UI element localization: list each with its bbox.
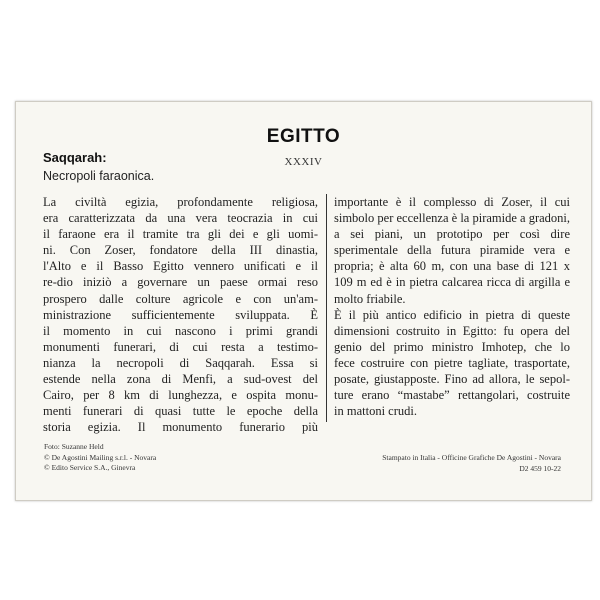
- text-line: re-dio iniziò a governare un paese ormai reso: [43, 275, 318, 290]
- printer-code: D2 459 10-22: [519, 463, 561, 473]
- text-line: posate, giustapposte. Fino ad allora, le sepol-: [334, 372, 570, 387]
- text-line: importante è il complesso di Zoser, il cui: [334, 195, 570, 209]
- text-line: il faraone era il tramite tra gli dei e gli uomi-: [43, 227, 318, 242]
- text-line: nianza la necropoli di Saqqarah. Essa si: [43, 355, 318, 370]
- page-title: EGITTO: [266, 126, 341, 147]
- text-line: La civiltà egizia, profondamente religiosa,: [43, 195, 318, 209]
- text-line: a sei piani, un prototipo per così dire: [334, 227, 570, 242]
- place-description: Necropoli faraonica.: [43, 169, 155, 183]
- printer-line: Stampato in Italia - Officine Grafiche De Agostini - Novara: [382, 453, 561, 462]
- text-line: Cairo, per 8 km di lunghezza, e ospita monu-: [43, 388, 318, 403]
- text-line: in mattoni crudi.: [334, 404, 417, 419]
- text-line: genio del primo ministro Imhotep, che lo: [334, 339, 570, 354]
- credit-line: © De Agostini Mailing s.r.l. - Novara: [44, 452, 157, 462]
- text-line: ni. Con Zoser, fondatore della III dinastia,: [43, 243, 318, 258]
- text-line: storia egizia. Il monumento funerario più: [43, 420, 318, 435]
- text-column-left: [43, 194, 327, 435]
- text-line: simbolo per eccellenza è la piramide a gradoni,: [334, 211, 570, 226]
- card-number: XXXIV: [284, 156, 323, 168]
- printer-info: [382, 453, 561, 474]
- photo-credits: [44, 442, 156, 474]
- text-line: È il più antico edificio in pietra di queste: [334, 307, 570, 322]
- text-line: propria; è alta 60 m, con una base di 121 x: [334, 259, 570, 274]
- text-line: monumenti funerari, di cui resta a testimo-: [43, 339, 318, 354]
- text-line: fece costruire con pietre tagliate, trasportate,: [334, 355, 570, 370]
- credit-line: Foto: Suzanne Held: [44, 442, 104, 451]
- text-line: dimensioni costruito in Egitto: fu opera del: [334, 323, 570, 338]
- text-line: l'Alto e il Basso Egitto vennero unificati e il: [43, 259, 318, 274]
- text-line: menti funerari di quasi tutte le epoche della: [43, 404, 318, 419]
- postcard-back: [15, 101, 592, 501]
- text-line: estende nella zona di Menfi, a sud-ovest del: [43, 372, 318, 387]
- text-line: sperimentale della futura piramide vera e: [334, 243, 570, 258]
- text-line: 109 m ed è in pietra calcarea ricca di argilla e: [334, 275, 570, 290]
- credit-line: © Edito Service S.A., Ginevra: [44, 463, 136, 472]
- text-line: il momento in cui nascono i primi grandi: [43, 323, 318, 338]
- text-line: ture erano “mastabe” rettangolari, costruite: [334, 388, 570, 403]
- text-line: ministrazione sufficientemente sviluppata. È: [43, 307, 318, 322]
- place-name: Saqqarah:: [43, 150, 107, 165]
- text-line: era caratterizzata da una vera teocrazia in cui: [43, 211, 318, 226]
- text-column-right: [334, 194, 570, 419]
- text-line: prospero dalle colture agricole e con un'am-: [43, 291, 318, 306]
- text-line: molto friabile.: [334, 291, 406, 306]
